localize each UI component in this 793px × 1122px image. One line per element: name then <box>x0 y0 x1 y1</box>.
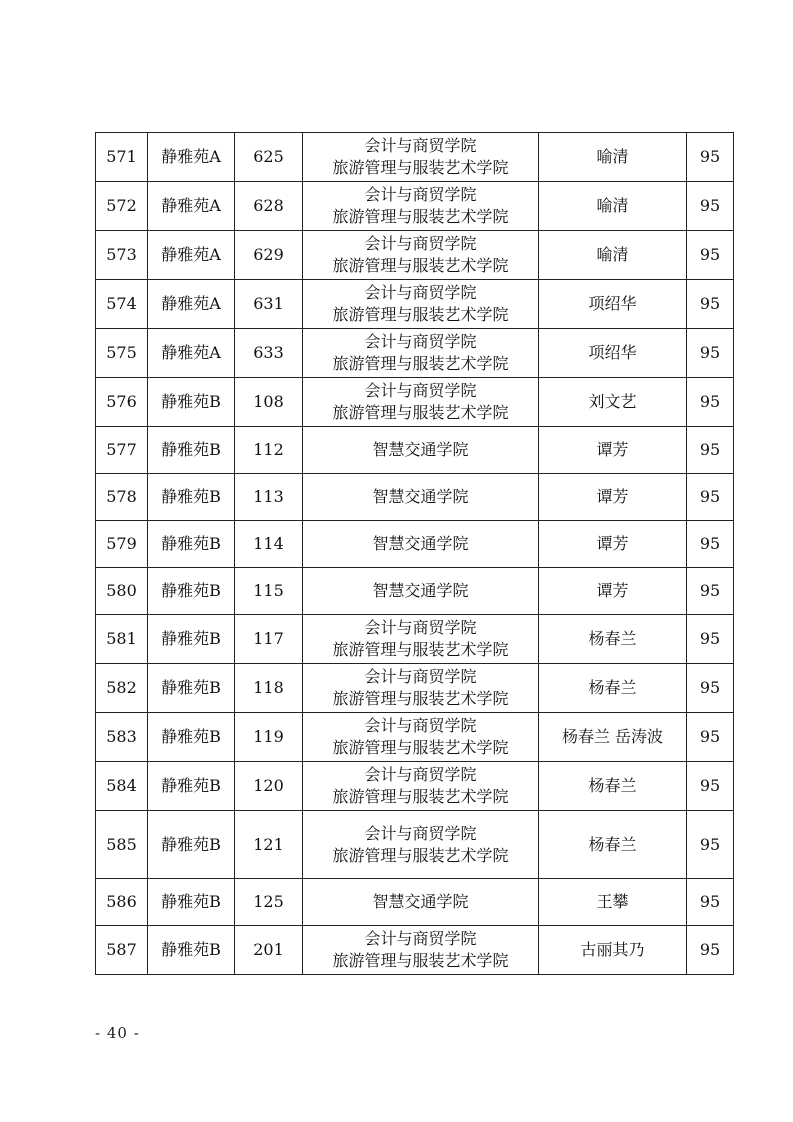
building-cell: 静雅苑B <box>148 474 235 521</box>
table-row <box>96 231 734 280</box>
college-name: 旅游管理与服装艺术学院 <box>332 256 509 275</box>
row-number-cell: 572 <box>96 182 148 231</box>
row-number-cell: 578 <box>96 474 148 521</box>
row-number-cell: 585 <box>96 811 148 879</box>
table-row <box>96 879 734 926</box>
college-name: 旅游管理与服装艺术学院 <box>332 305 509 324</box>
college-name: 会计与商贸学院 <box>364 618 477 637</box>
table-row <box>96 329 734 378</box>
building-cell: 静雅苑B <box>148 762 235 811</box>
college-name: 会计与商贸学院 <box>364 332 477 351</box>
college-name: 旅游管理与服装艺术学院 <box>332 158 509 177</box>
responsible-person-cell: 杨春兰 <box>539 762 687 811</box>
college-cell <box>303 329 539 378</box>
row-number-cell: 576 <box>96 378 148 427</box>
college-name: 旅游管理与服装艺术学院 <box>332 403 509 422</box>
score-cell: 95 <box>687 521 734 568</box>
college-name: 旅游管理与服装艺术学院 <box>332 207 509 226</box>
college-name: 会计与商贸学院 <box>364 283 477 302</box>
row-number-cell: 580 <box>96 568 148 615</box>
score-cell: 95 <box>687 427 734 474</box>
building-cell: 静雅苑A <box>148 182 235 231</box>
responsible-person-cell: 喻清 <box>539 182 687 231</box>
building-cell: 静雅苑A <box>148 280 235 329</box>
college-cell <box>303 378 539 427</box>
responsible-person-cell: 刘文艺 <box>539 378 687 427</box>
row-number-cell: 573 <box>96 231 148 280</box>
room-cell: 629 <box>235 231 303 280</box>
college-name: 旅游管理与服装艺术学院 <box>332 787 509 806</box>
score-cell: 95 <box>687 133 734 182</box>
responsible-person-cell: 杨春兰 岳涛波 <box>539 713 687 762</box>
building-cell: 静雅苑B <box>148 713 235 762</box>
responsible-person-cell: 杨春兰 <box>539 664 687 713</box>
building-cell: 静雅苑A <box>148 133 235 182</box>
responsible-person-cell: 古丽其乃 <box>539 926 687 975</box>
score-cell: 95 <box>687 329 734 378</box>
row-number-cell: 575 <box>96 329 148 378</box>
college-cell <box>303 713 539 762</box>
score-cell: 95 <box>687 474 734 521</box>
college-name: 旅游管理与服装艺术学院 <box>332 689 509 708</box>
room-cell: 114 <box>235 521 303 568</box>
college-cell <box>303 879 539 926</box>
college-name: 会计与商贸学院 <box>364 716 477 735</box>
building-cell: 静雅苑B <box>148 926 235 975</box>
table-row <box>96 521 734 568</box>
college-cell <box>303 231 539 280</box>
building-cell: 静雅苑A <box>148 231 235 280</box>
dormitory-score-table <box>95 132 734 975</box>
room-cell: 201 <box>235 926 303 975</box>
responsible-person-cell: 谭芳 <box>539 521 687 568</box>
row-number-cell: 586 <box>96 879 148 926</box>
table-row <box>96 427 734 474</box>
row-number-cell: 584 <box>96 762 148 811</box>
table-row <box>96 182 734 231</box>
building-cell: 静雅苑B <box>148 521 235 568</box>
building-cell: 静雅苑B <box>148 615 235 664</box>
table-row <box>96 713 734 762</box>
college-name: 智慧交通学院 <box>372 440 469 459</box>
room-cell: 112 <box>235 427 303 474</box>
building-cell: 静雅苑B <box>148 664 235 713</box>
table-row <box>96 280 734 329</box>
room-cell: 119 <box>235 713 303 762</box>
responsible-person-cell: 项绍华 <box>539 329 687 378</box>
building-cell: 静雅苑B <box>148 568 235 615</box>
row-number-cell: 579 <box>96 521 148 568</box>
score-cell: 95 <box>687 280 734 329</box>
score-cell: 95 <box>687 615 734 664</box>
college-name: 会计与商贸学院 <box>364 234 477 253</box>
table-row <box>96 378 734 427</box>
college-cell <box>303 615 539 664</box>
responsible-person-cell: 杨春兰 <box>539 811 687 879</box>
college-name: 智慧交通学院 <box>372 534 469 553</box>
responsible-person-cell: 杨春兰 <box>539 615 687 664</box>
room-cell: 125 <box>235 879 303 926</box>
score-cell: 95 <box>687 713 734 762</box>
table-row <box>96 926 734 975</box>
score-cell: 95 <box>687 231 734 280</box>
score-cell: 95 <box>687 926 734 975</box>
responsible-person-cell: 谭芳 <box>539 474 687 521</box>
responsible-person-cell: 项绍华 <box>539 280 687 329</box>
college-name: 会计与商贸学院 <box>364 381 477 400</box>
room-cell: 628 <box>235 182 303 231</box>
room-cell: 121 <box>235 811 303 879</box>
responsible-person-cell: 谭芳 <box>539 568 687 615</box>
room-cell: 117 <box>235 615 303 664</box>
row-number-cell: 574 <box>96 280 148 329</box>
college-cell <box>303 133 539 182</box>
college-cell <box>303 182 539 231</box>
table-row <box>96 762 734 811</box>
responsible-person-cell: 喻清 <box>539 133 687 182</box>
building-cell: 静雅苑B <box>148 378 235 427</box>
room-cell: 115 <box>235 568 303 615</box>
college-cell <box>303 427 539 474</box>
college-name: 会计与商贸学院 <box>364 929 477 948</box>
responsible-person-cell: 谭芳 <box>539 427 687 474</box>
table-row <box>96 474 734 521</box>
row-number-cell: 581 <box>96 615 148 664</box>
college-cell <box>303 280 539 329</box>
row-number-cell: 587 <box>96 926 148 975</box>
room-cell: 118 <box>235 664 303 713</box>
college-name: 会计与商贸学院 <box>364 185 477 204</box>
college-cell <box>303 762 539 811</box>
building-cell: 静雅苑A <box>148 329 235 378</box>
college-name: 会计与商贸学院 <box>364 667 477 686</box>
score-cell: 95 <box>687 568 734 615</box>
room-cell: 633 <box>235 329 303 378</box>
college-name: 会计与商贸学院 <box>364 765 477 784</box>
score-cell: 95 <box>687 182 734 231</box>
responsible-person-cell: 喻清 <box>539 231 687 280</box>
table-row <box>96 568 734 615</box>
row-number-cell: 583 <box>96 713 148 762</box>
responsible-person-cell: 王攀 <box>539 879 687 926</box>
room-cell: 625 <box>235 133 303 182</box>
row-number-cell: 582 <box>96 664 148 713</box>
college-name: 旅游管理与服装艺术学院 <box>332 845 509 865</box>
score-cell: 95 <box>687 378 734 427</box>
room-cell: 631 <box>235 280 303 329</box>
score-cell: 95 <box>687 811 734 879</box>
college-cell <box>303 926 539 975</box>
college-name: 智慧交通学院 <box>372 487 469 506</box>
college-cell <box>303 521 539 568</box>
college-name: 旅游管理与服装艺术学院 <box>332 951 509 970</box>
college-name: 会计与商贸学院 <box>364 136 477 155</box>
room-cell: 120 <box>235 762 303 811</box>
college-cell <box>303 568 539 615</box>
college-name: 智慧交通学院 <box>372 581 469 600</box>
room-cell: 108 <box>235 378 303 427</box>
table-row <box>96 664 734 713</box>
college-name: 智慧交通学院 <box>372 892 469 911</box>
room-cell: 113 <box>235 474 303 521</box>
college-name: 旅游管理与服装艺术学院 <box>332 354 509 373</box>
row-number-cell: 571 <box>96 133 148 182</box>
college-cell <box>303 664 539 713</box>
building-cell: 静雅苑B <box>148 427 235 474</box>
page-number: - 40 - <box>95 1024 140 1042</box>
table-row <box>96 811 734 879</box>
college-name: 旅游管理与服装艺术学院 <box>332 640 509 659</box>
building-cell: 静雅苑B <box>148 879 235 926</box>
building-cell: 静雅苑B <box>148 811 235 879</box>
college-name: 旅游管理与服装艺术学院 <box>332 738 509 757</box>
score-cell: 95 <box>687 879 734 926</box>
score-cell: 95 <box>687 664 734 713</box>
college-cell <box>303 474 539 521</box>
row-number-cell: 577 <box>96 427 148 474</box>
score-cell: 95 <box>687 762 734 811</box>
table-row <box>96 133 734 182</box>
college-name: 会计与商贸学院 <box>364 823 477 843</box>
table-row <box>96 615 734 664</box>
table-body <box>96 133 734 975</box>
college-cell <box>303 811 539 879</box>
